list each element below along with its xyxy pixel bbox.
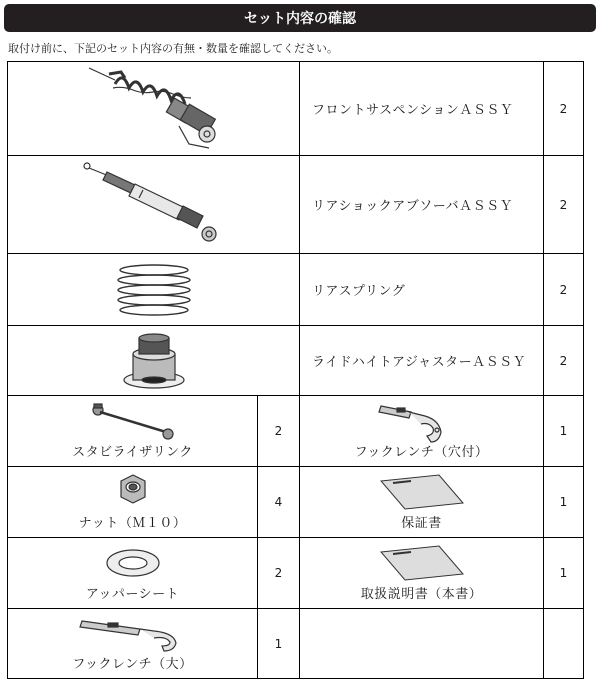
item-name: スタビライザリンク <box>72 445 193 460</box>
hook-wrench-hole-icon <box>377 400 467 444</box>
item-image-cell <box>8 254 300 326</box>
item-name-cell <box>300 156 544 254</box>
warranty-doc-icon <box>377 473 467 511</box>
item-image-cell <box>8 396 258 467</box>
item-name: アッパーシート <box>85 587 180 602</box>
item-name-cell <box>300 254 544 326</box>
item-qty-cell <box>544 538 583 609</box>
item-name: 取扱説明書（本書） <box>360 587 483 602</box>
item-qty: 2 <box>274 424 283 438</box>
item-name: 保証書 <box>401 516 442 531</box>
nut-icon <box>113 473 153 509</box>
item-qty: 4 <box>274 495 283 509</box>
ride-height-adjuster-icon <box>119 330 189 392</box>
item-qty: 1 <box>274 636 283 651</box>
item-image-cell <box>300 538 544 609</box>
item-qty-cell <box>258 467 300 538</box>
item-qty: 2 <box>559 197 568 212</box>
hook-wrench-large-icon <box>78 613 188 653</box>
item-qty-cell <box>544 254 583 326</box>
item-qty-cell <box>544 326 583 396</box>
item-qty: 2 <box>559 101 568 116</box>
item-qty: 2 <box>274 566 283 580</box>
item-qty-cell <box>258 538 300 609</box>
item-image-cell <box>8 156 300 254</box>
item-image-cell <box>8 62 300 156</box>
item-name-cell <box>300 326 544 396</box>
parts-table <box>7 61 584 679</box>
item-image-cell <box>8 467 258 538</box>
item-qty: 1 <box>559 424 568 438</box>
item-image-cell <box>300 467 544 538</box>
instruction-note: 取付け前に、下記のセット内容の有無・数量を確認してください。 <box>8 42 338 55</box>
item-image-cell <box>300 396 544 467</box>
item-qty: 1 <box>559 566 568 580</box>
front-suspension-icon <box>79 64 229 154</box>
item-qty: 1 <box>559 495 568 509</box>
item-qty: 2 <box>559 353 568 368</box>
item-name-cell <box>300 62 544 156</box>
item-qty-cell <box>258 609 300 678</box>
item-name: ナット（Ｍ１０） <box>78 516 187 531</box>
item-image-cell <box>8 538 258 609</box>
stabilizer-link-icon <box>88 400 178 444</box>
item-qty-cell <box>544 396 583 467</box>
empty-cell <box>300 609 544 678</box>
upper-seat-icon <box>103 546 163 580</box>
item-name: ライドハイトアジャスターＡＳＳＹ <box>312 355 527 370</box>
item-qty-cell <box>544 156 583 254</box>
item-qty-cell <box>258 396 300 467</box>
item-name: フックレンチ（穴付） <box>354 445 489 460</box>
item-name: リアスプリング <box>312 284 406 299</box>
item-image-cell <box>8 609 258 678</box>
rear-shock-absorber-icon <box>79 158 229 250</box>
section-header <box>4 4 596 32</box>
item-qty-cell <box>544 62 583 156</box>
item-qty-cell <box>544 467 583 538</box>
item-name: リアショックアブソーバＡＳＳＹ <box>312 199 514 214</box>
section-title: セット内容の確認 <box>244 11 356 27</box>
rear-spring-icon <box>109 260 199 320</box>
item-name: フロントサスペンションＡＳＳＹ <box>312 103 514 118</box>
item-qty: 2 <box>559 282 568 297</box>
item-image-cell <box>8 326 300 396</box>
item-name: フックレンチ（大） <box>72 657 193 672</box>
empty-cell <box>544 609 583 678</box>
manual-doc-icon <box>377 544 467 582</box>
